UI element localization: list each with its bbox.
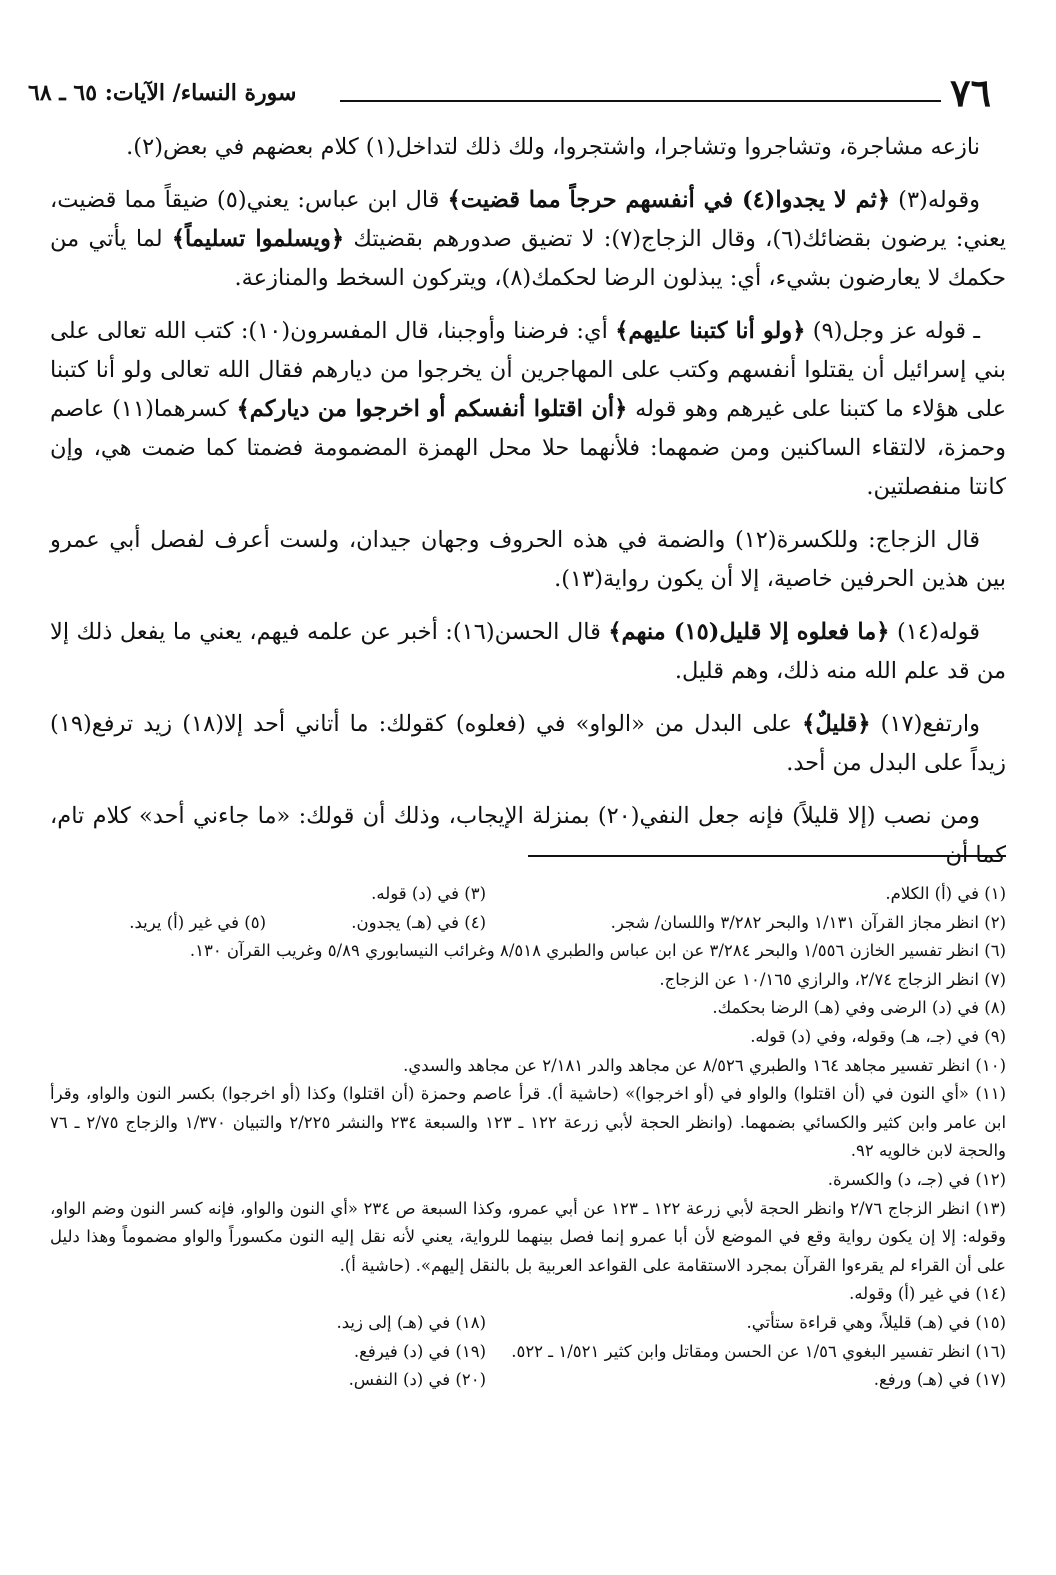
- text-run: كسرهما(١١) عاصم وحمزة، لالتقاء الساكنين ومن ضمهما: فلأنهما حلا محل الهمزة المضمومة فضمتا كما ضمت هي، وإن كانتا منفصلتين.: [50, 396, 1006, 500]
- page-header: [28, 70, 1001, 114]
- footnote-4: (٤) في (هـ) يجدون.: [351, 912, 486, 932]
- quran-quote: ﴿أن اقتلوا أنفسكم أو اخرجوا من دياركم﴾: [236, 396, 628, 422]
- footnote-11: (١١) «أي النون في (أن اقتلوا) والواو في (أو اخرجوا)» (حاشية أ). قرأ عاصم وحمزة (أن اقتلوا) وكذا (أو اخرجوا) بكسر النون والواو، وقرأ ابن عامر وابن كثير والكسائي بضمهما. (وانظر الحجة لأبي زرعة ١٢٢ ـ ١٢٣ والسبعة ٢٣٤ والنشر ٢/٢٢٥ والتبيان ١/٣٧٠ والزجاج ٢/٧٥ ـ ٧٦ والحجة لابن خالويه ٩٢.: [50, 1084, 1007, 1161]
- text-run: لما يأتي من حكمك لا يعارضون بشيء، أي: يبذلون الرضا لحكمك(٨)، ويتركون السخط والمنازعة.: [50, 226, 1006, 291]
- footnote-8: (٨) في (د) الرضى وفي (هـ) الرضا بحكمك.: [712, 998, 1006, 1018]
- footnote-13: (١٣) انظر الزجاج ٢/٧٦ وانظر الحجة لأبي زرعة ١٢٢ ـ ١٢٣ عن أبي عمرو، وكذا السبعة ص ٢٣٤ «أي النون والواو، فإنه كسر النون وضم الواو، وقوله: إلا إن يكون رواية وقع في الموضع لأن أبا عمرو إنما فصل بينهما للرواية، يعني لأنه نقل إليه النون مكسوراً والواو مضموماً وهذا دليل على أن القراء لم يقرءوا القرآن بمجرد الاستقامة على القواعد العربية بل بالنقل إليهم». (حاشية أ).: [50, 1198, 1006, 1275]
- paragraph-7: ومن نصب (إلا قليلاً) فإنه جعل النفي(٢٠) بمنزلة الإيجاب، وذلك أن قولك: «ما جاءني أحد» كلام تام، كما أن: [50, 803, 1006, 868]
- footnote-3: (٣) في (د) قوله.: [371, 884, 486, 903]
- footnote-15: (١٥) في (هـ) قليلاً، وهي قراءة ستأتي.: [746, 1312, 1006, 1332]
- footnote-14: (١٤) في غير (أ) وقوله.: [849, 1284, 1006, 1304]
- text-run: قال الحسن(١٦): أخبر عن علمه فيهم، يعني ما يفعل ذلك إلا من قد علم الله منه ذلك، وهم قليل.: [50, 619, 1006, 684]
- page-number: ٧٦: [950, 70, 991, 115]
- footnote-row: [50, 909, 1006, 938]
- footnote-16: (١٦) انظر تفسير البغوي ١/٥٦ عن الحسن ومقاتل وابن كثير ١/٥٢١ ـ ٥٢٢.: [511, 1341, 1006, 1361]
- footnote-9: (٩) في (جـ، هـ) وقوله، وفي (د) قوله.: [750, 1026, 1006, 1046]
- text-run: وقوله(٣): [890, 187, 980, 213]
- text-run: على البدل من «الواو» في (فعلوه) كقولك: ما أتاني أحد إلا(١٨) زيد ترفع(١٩) زيداً على البدل من أحد.: [50, 711, 1006, 776]
- footnote-19: (١٩) في (د) فيرفع.: [353, 1341, 486, 1361]
- paragraph-2: [50, 181, 1006, 298]
- paragraph-5: [50, 613, 1006, 691]
- text-run: قال ابن عباس: يعني(٥) ضيقاً مما قضيت، يعني: يرضون بقضائك(٦)، وقال الزجاج(٧): لا تضيق صدورهم بقضيتك: [50, 187, 1007, 252]
- footnote-10: (١٠) انظر تفسير مجاهد ١٦٤ والطبري ٨/٥٢٦ عن مجاهد والدر ٢/١٨١ عن مجاهد والسدي.: [403, 1055, 1006, 1075]
- quran-quote: ﴿قليلٌ﴾: [802, 711, 871, 737]
- text-run: أي: فرضنا وأوجبنا، قال المفسرون(١٠): كتب الله تعالى على بني إسرائيل أن يقتلوا أنفسهم وكتب على المهاجرين أن يخرجوا من ديارهم فقال الله تعالى ولو أنا كتبنا على هؤلاء ما كتبنا على غيرهم وهو قوله: [50, 318, 1006, 422]
- footnote-5: (٥) في غير (أ) يريد.: [129, 912, 266, 932]
- footnotes: [50, 880, 1006, 1395]
- paragraph-6: [50, 705, 1006, 783]
- quran-quote: ﴿ما فعلوه إلا قليل(١٥) منهم﴾: [608, 619, 890, 645]
- text-run: ـ قوله عز وجل(٩): [805, 318, 980, 344]
- text-run: وارتفع(١٧): [870, 711, 980, 737]
- footnote-separator: [528, 855, 1006, 857]
- footnote-17: (١٧) في (هـ) ورفع.: [873, 1370, 1006, 1390]
- footnote-12: (١٢) في (جـ، د) والكسرة.: [827, 1169, 1006, 1189]
- footnote-row: [50, 1309, 1006, 1338]
- footnote-row: [50, 880, 1006, 909]
- header-rule: [340, 100, 941, 102]
- footnote-18: (١٨) في (هـ) إلى زيد.: [336, 1312, 486, 1332]
- paragraph-4: قال الزجاج: وللكسرة(١٢) والضمة في هذه الحروف وجهان جيدان، ولست أعرف لفصل أبي عمرو بين هذين الحرفين خاصية، إلا أن يكون رواية(١٣).: [50, 527, 1006, 592]
- paragraph-3: [50, 312, 1006, 507]
- quran-quote: ﴿ولو أنا كتبنا عليهم﴾: [615, 318, 806, 344]
- footnote-1: (١) في (أ) الكلام.: [885, 884, 1006, 903]
- footnote-row: [50, 1366, 1006, 1395]
- footnote-6: (٦) انظر تفسير الخازن ١/٥٥٦ والبحر ٣/٢٨٤ عن ابن عباس والطبري ٨/٥١٨ وغرائب النيسابوري ٥/٨٩ وغريب القرآن ١٣٠.: [189, 941, 1006, 961]
- text-run: قوله(١٤): [889, 619, 980, 645]
- footnote-2: (٢) انظر مجاز القرآن ١/١٣١ والبحر ٣/٢٨٢ واللسان/ شجر.: [610, 912, 1006, 932]
- quran-quote: ﴿ويسلموا تسليماً﴾: [171, 226, 345, 252]
- paragraph-1: نازعه مشاجرة، وتشاجروا وتشاجرا، واشتجروا، ولك ذلك لتداخل(١) كلام بعضهم في بعض(٢).: [126, 134, 980, 160]
- footnote-row: [50, 1338, 1006, 1367]
- main-text: [50, 128, 1006, 889]
- footnote-7: (٧) انظر الزجاج ٢/٧٤، والرازي ١٠/١٦٥ عن الزجاج.: [659, 969, 1006, 989]
- running-title: سورة النساء/ الآيات: ٦٥ ـ ٦٨: [28, 80, 297, 106]
- quran-quote: ﴿ثم لا يجدوا(٤) في أنفسهم حرجاً مما قضيت﴾: [447, 187, 891, 213]
- footnote-20: (٢٠) في (د) النفس.: [348, 1370, 486, 1390]
